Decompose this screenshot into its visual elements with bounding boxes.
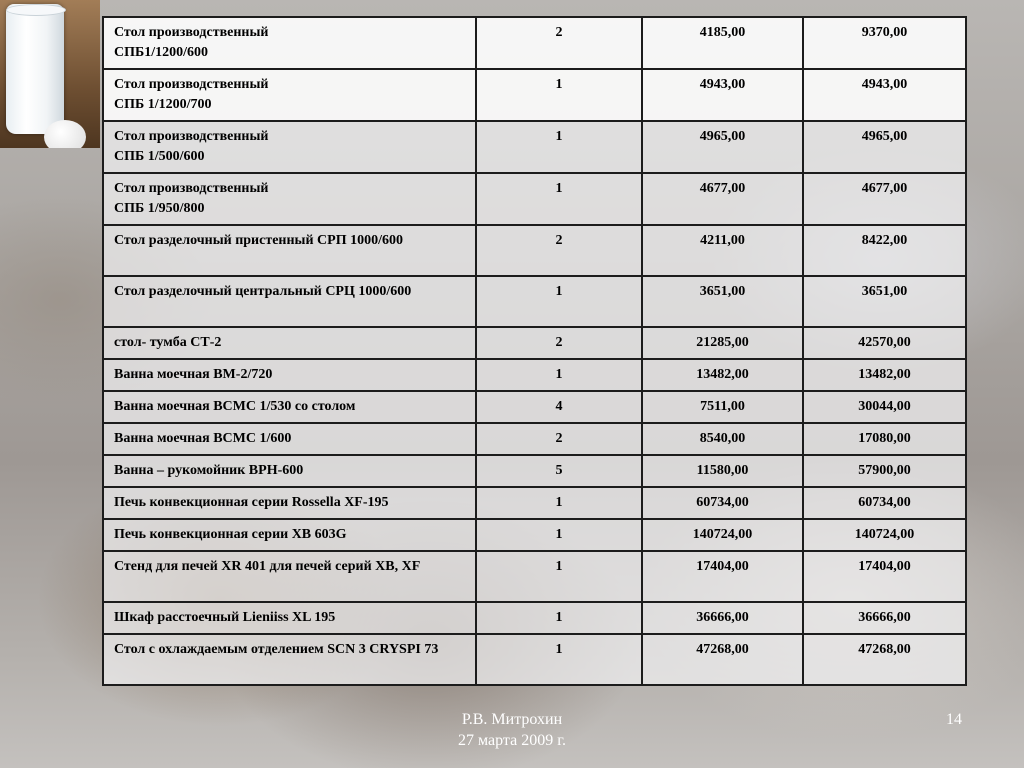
milk-glass-photo-icon	[0, 0, 100, 148]
table-row	[103, 455, 966, 487]
table-row	[103, 487, 966, 519]
item-qty: 1	[476, 69, 642, 121]
table-row	[103, 634, 966, 685]
item-qty: 1	[476, 487, 642, 519]
item-name-line-1: Стол производственный	[114, 181, 269, 196]
item-total: 13482,00	[803, 359, 966, 391]
item-total: 30044,00	[803, 391, 966, 423]
item-name: стол- тумба СТ-2	[103, 327, 476, 359]
equipment-table-container	[102, 16, 965, 686]
item-qty: 2	[476, 423, 642, 455]
item-price: 7511,00	[642, 391, 803, 423]
item-name: Стол с охлаждаемым отделением SCN 3 CRYSPI 73	[103, 634, 476, 685]
milk-glass-shape	[6, 4, 64, 134]
item-qty: 1	[476, 359, 642, 391]
item-qty: 1	[476, 602, 642, 634]
author-name: Р.В. Митрохин	[461, 711, 563, 728]
item-name	[103, 17, 476, 69]
table-row	[103, 391, 966, 423]
item-name-line-2: СПБ 1/500/600	[114, 149, 205, 164]
item-total: 60734,00	[803, 487, 966, 519]
item-price: 4185,00	[642, 17, 803, 69]
table-row	[103, 519, 966, 551]
table-row	[103, 173, 966, 225]
item-price: 4943,00	[642, 69, 803, 121]
item-name: Ванна – рукомойник ВРН-600	[103, 455, 476, 487]
item-price: 21285,00	[642, 327, 803, 359]
table-row	[103, 69, 966, 121]
egg-shape	[44, 120, 86, 148]
equipment-table	[102, 16, 967, 686]
item-price: 3651,00	[642, 276, 803, 327]
presentation-date: 27 марта 2009 г.	[458, 732, 566, 749]
footer-author-block	[380, 709, 644, 751]
item-name: Печь конвекционная серии ХВ 603G	[103, 519, 476, 551]
item-name	[103, 121, 476, 173]
item-qty: 2	[476, 17, 642, 69]
item-total: 42570,00	[803, 327, 966, 359]
item-name-line-1: Стол производственный	[114, 77, 269, 92]
item-name: Печь конвекционная серии Rossella XF-195	[103, 487, 476, 519]
item-total: 36666,00	[803, 602, 966, 634]
item-total: 4677,00	[803, 173, 966, 225]
item-name: Стенд для печей XR 401 для печей серий ХВ, XF	[103, 551, 476, 602]
item-qty: 2	[476, 327, 642, 359]
item-qty: 2	[476, 225, 642, 276]
table-row	[103, 17, 966, 69]
item-total: 57900,00	[803, 455, 966, 487]
table-row	[103, 423, 966, 455]
item-name: Ванна моечная ВСМС 1/530 со столом	[103, 391, 476, 423]
item-qty: 4	[476, 391, 642, 423]
item-price: 11580,00	[642, 455, 803, 487]
item-price: 36666,00	[642, 602, 803, 634]
item-total: 9370,00	[803, 17, 966, 69]
item-name-line-1: Стол производственный	[114, 25, 269, 40]
item-name-line-1: Стол производственный	[114, 129, 269, 144]
item-price: 4211,00	[642, 225, 803, 276]
item-name: Ванна моечная ВМ-2/720	[103, 359, 476, 391]
item-name: Ванна моечная ВСМС 1/600	[103, 423, 476, 455]
item-price: 47268,00	[642, 634, 803, 685]
table-row	[103, 359, 966, 391]
item-price: 60734,00	[642, 487, 803, 519]
item-price: 140724,00	[642, 519, 803, 551]
milk-glass-rim	[6, 4, 66, 16]
item-total: 17404,00	[803, 551, 966, 602]
item-price: 13482,00	[642, 359, 803, 391]
item-qty: 1	[476, 173, 642, 225]
item-price: 8540,00	[642, 423, 803, 455]
item-total: 3651,00	[803, 276, 966, 327]
item-name: Стол разделочный пристенный СРП 1000/600	[103, 225, 476, 276]
item-qty: 1	[476, 519, 642, 551]
item-name: Стол разделочный центральный СРЦ 1000/600	[103, 276, 476, 327]
item-price: 4677,00	[642, 173, 803, 225]
item-name: Шкаф расстоечный Lieniiss XL 195	[103, 602, 476, 634]
slide-page-number: 14	[946, 711, 962, 728]
table-row	[103, 121, 966, 173]
item-price: 17404,00	[642, 551, 803, 602]
item-qty: 1	[476, 551, 642, 602]
item-total: 4965,00	[803, 121, 966, 173]
table-row	[103, 276, 966, 327]
item-price: 4965,00	[642, 121, 803, 173]
table-row	[103, 602, 966, 634]
table-row	[103, 551, 966, 602]
item-qty: 1	[476, 276, 642, 327]
item-qty: 5	[476, 455, 642, 487]
item-total: 17080,00	[803, 423, 966, 455]
table-row	[103, 225, 966, 276]
item-total: 8422,00	[803, 225, 966, 276]
item-qty: 1	[476, 121, 642, 173]
table-row	[103, 327, 966, 359]
item-total: 4943,00	[803, 69, 966, 121]
item-total: 140724,00	[803, 519, 966, 551]
item-qty: 1	[476, 634, 642, 685]
item-total: 47268,00	[803, 634, 966, 685]
item-name-line-2: СПБ1/1200/600	[114, 45, 209, 60]
item-name	[103, 69, 476, 121]
item-name	[103, 173, 476, 225]
item-name-line-2: СПБ 1/1200/700	[114, 97, 212, 112]
equipment-table-body	[103, 17, 966, 685]
item-name-line-2: СПБ 1/950/800	[114, 201, 205, 216]
